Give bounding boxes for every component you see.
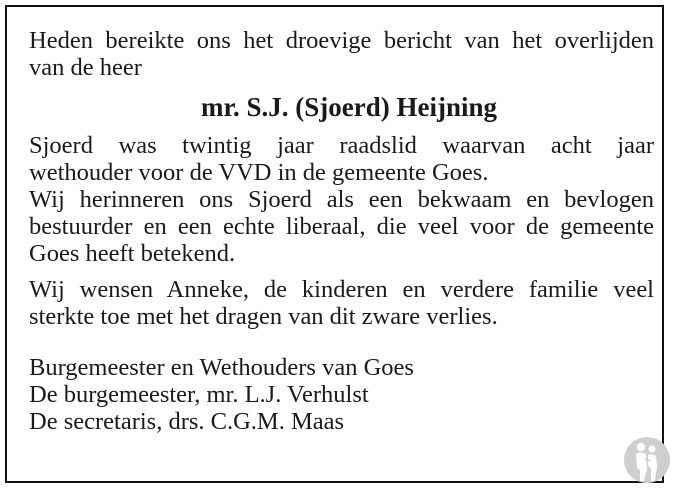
paragraph-line: Wij herinneren ons Sjoerd als een bekwaam en bevlogen — [29, 186, 654, 213]
paragraph-line: Wij wensen Anneke, de kinderen en verdere familie veel — [29, 276, 654, 303]
paragraph-line: Sjoerd was twintig jaar raadslid waarvan acht jaar — [29, 132, 654, 159]
signature-block — [29, 354, 654, 435]
intro-line: van de heer — [29, 54, 142, 81]
deceased-name: mr. S.J. (Sjoerd) Heijning — [201, 92, 497, 122]
career-paragraph — [29, 132, 654, 186]
paragraph-line: Goes heeft betekend. — [29, 240, 236, 267]
remembrance-paragraph — [29, 186, 654, 267]
paragraph-line: wethouder voor de VVD in de gemeente Goes. — [29, 159, 489, 186]
signature-line: De burgemeester, mr. L.J. Verhulst — [29, 381, 369, 408]
notice-content — [29, 27, 654, 435]
intro-text — [29, 27, 654, 81]
signature-spacer — [29, 330, 654, 354]
paragraph-line: sterkte toe met het dragen van dit zware verlies. — [29, 303, 498, 330]
condolence-paragraph — [29, 276, 654, 330]
mourning-figure-icon — [623, 435, 671, 485]
intro-line: Heden bereikte ons het droevige bericht van het overlijden — [29, 27, 654, 54]
paragraph-line: bestuurder en een echte liberaal, die veel voor de gemeente — [29, 213, 654, 240]
obituary-notice — [5, 5, 664, 483]
signature-line: Burgemeester en Wethouders van Goes — [29, 354, 414, 381]
signature-line: De secretaris, drs. C.G.M. Maas — [29, 408, 345, 435]
paragraph-spacer — [29, 267, 654, 276]
